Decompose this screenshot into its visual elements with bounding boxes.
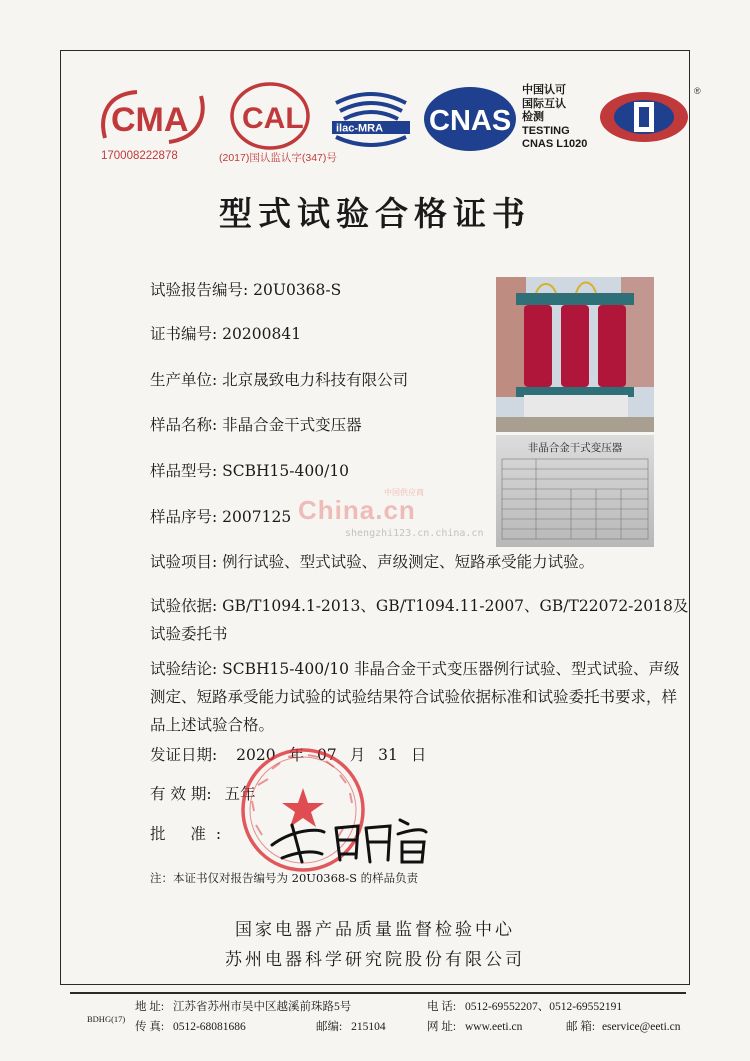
cnas-logo <box>422 84 518 154</box>
cnas-line: 检测 <box>522 111 544 123</box>
issue-month: 07 <box>317 746 337 764</box>
field-value: 非晶合金干式变压器 <box>222 416 362 434</box>
approver-signature <box>262 810 432 870</box>
test-items-row <box>150 548 594 576</box>
field-label: 试验项目: <box>150 553 218 571</box>
cnas-line: TESTING <box>522 124 570 137</box>
footer-phone <box>427 998 622 1014</box>
transformer-nameplate <box>496 435 654 547</box>
conclusion-row <box>150 655 680 739</box>
manufacturer-row <box>150 366 408 394</box>
email-label: 邮 箱: <box>566 1021 596 1033</box>
footer-fax <box>135 1018 246 1034</box>
form-code: BDHG(17) <box>87 1014 126 1024</box>
field-value: 2007125 <box>222 508 292 526</box>
field-label: 生产单位: <box>150 371 218 389</box>
website-value[interactable]: www.eeti.cn <box>464 1021 523 1033</box>
website-label: 网 址: <box>427 1021 457 1033</box>
footer-postcode <box>316 1018 386 1034</box>
field-label: 样品序号: <box>150 508 218 526</box>
field-value: GB/T1094.1-2013、GB/T1094.11-2007、GB/T22072-2018及试验委托书 <box>150 597 689 643</box>
footer-website <box>427 1018 522 1034</box>
issue-day: 31 <box>378 746 398 764</box>
footer-divider <box>70 992 686 994</box>
field-value: 例行试验、型式试验、声级测定、短路承受能力试验。 <box>222 553 595 571</box>
field-label: 有 效 期: <box>150 785 212 803</box>
watermark-url: shengzhi123.cn.china.cn <box>345 528 484 539</box>
field-label: 样品名称: <box>150 416 218 434</box>
field-value: SCBH15-400/10 非晶合金干式变压器例行试验、型式试验、声级测定、短路承受能力试验的试验结果符合试验依据标准和试验委托书要求，样品上述试验合格。 <box>150 660 680 734</box>
footer-email <box>566 1018 681 1034</box>
day-char: 日 <box>410 746 427 764</box>
nameplate-title: 非晶合金干式变压器 <box>527 442 623 454</box>
year-char: 年 <box>288 746 305 764</box>
month-char: 月 <box>349 746 366 764</box>
cma-number: 170008222878 <box>101 150 178 162</box>
field-value: 20U0368-S <box>253 281 342 299</box>
cnas-line: 中国认可 <box>522 84 566 96</box>
phone-value: 0512-69552207、0512-69552191 <box>464 1001 623 1013</box>
cma-logo <box>97 86 209 148</box>
postcode-label: 邮编: <box>316 1021 343 1033</box>
field-value: 五年 <box>224 785 256 803</box>
registered-mark: ® <box>694 86 701 96</box>
address-value: 江苏省苏州市吴中区越溪前珠路5号 <box>172 1001 352 1013</box>
field-label: 试验报告编号: <box>150 281 249 299</box>
cnas-description <box>522 84 587 152</box>
sample-serial-row <box>150 503 291 531</box>
fax-value: 0512-68081686 <box>172 1021 246 1033</box>
certificate-title: 型式试验合格证书 <box>219 194 531 233</box>
issuer-center: 国家电器产品质量监督检验中心 <box>235 920 515 940</box>
report-number-row <box>150 276 341 304</box>
field-label: 样品型号: <box>150 462 218 480</box>
cnas-line: CNAS L1020 <box>522 138 588 150</box>
issue-year: 2020 <box>236 746 276 764</box>
transformer-photo <box>496 277 654 432</box>
email-value[interactable]: eservice@eeti.cn <box>601 1021 681 1033</box>
cal-logo <box>228 80 312 150</box>
fax-label: 传 真: <box>135 1021 165 1033</box>
sample-model-row <box>150 457 349 485</box>
certificate-number-row <box>150 320 301 348</box>
certificate-note: 注：本证书仅对报告编号为 20U0368-S 的样品负责 <box>150 871 419 885</box>
institute-logo <box>596 88 692 146</box>
ilac-mra-logo <box>330 83 412 153</box>
field-value: SCBH15-400/10 <box>222 462 350 480</box>
sample-name-row <box>150 411 362 439</box>
cal-number: (2017)国认监认字(347)号 <box>219 152 337 164</box>
cnas-line: 国际互认 <box>522 97 566 110</box>
field-value: 20200841 <box>222 325 302 343</box>
phone-label: 电 话: <box>427 1001 457 1013</box>
cnas-logo-text: CNAS <box>429 105 512 137</box>
test-basis-row <box>150 592 690 648</box>
watermark-small: 中国供应商 <box>384 488 424 497</box>
approval-row <box>150 820 231 848</box>
cma-logo-text: CMA <box>111 101 189 139</box>
field-label: 发证日期: <box>150 746 218 764</box>
field-value: 北京晟致电力科技有限公司 <box>222 371 409 389</box>
issuer-company: 苏州电器科学研究院股份有限公司 <box>225 950 525 970</box>
watermark-main: China.cn <box>298 495 416 525</box>
field-label: 试验结论: <box>150 660 218 678</box>
address-label: 地 址: <box>135 1001 165 1013</box>
field-label: 试验依据: <box>150 597 218 615</box>
nameplate-grid <box>496 455 654 545</box>
footer-address <box>135 998 351 1014</box>
field-label: 证书编号: <box>150 325 218 343</box>
field-label: 批 准: <box>150 825 232 843</box>
postcode-value: 215104 <box>351 1021 386 1033</box>
ilac-mra-text: ilac-MRA <box>336 122 384 135</box>
cal-logo-text: CAL <box>242 102 304 135</box>
